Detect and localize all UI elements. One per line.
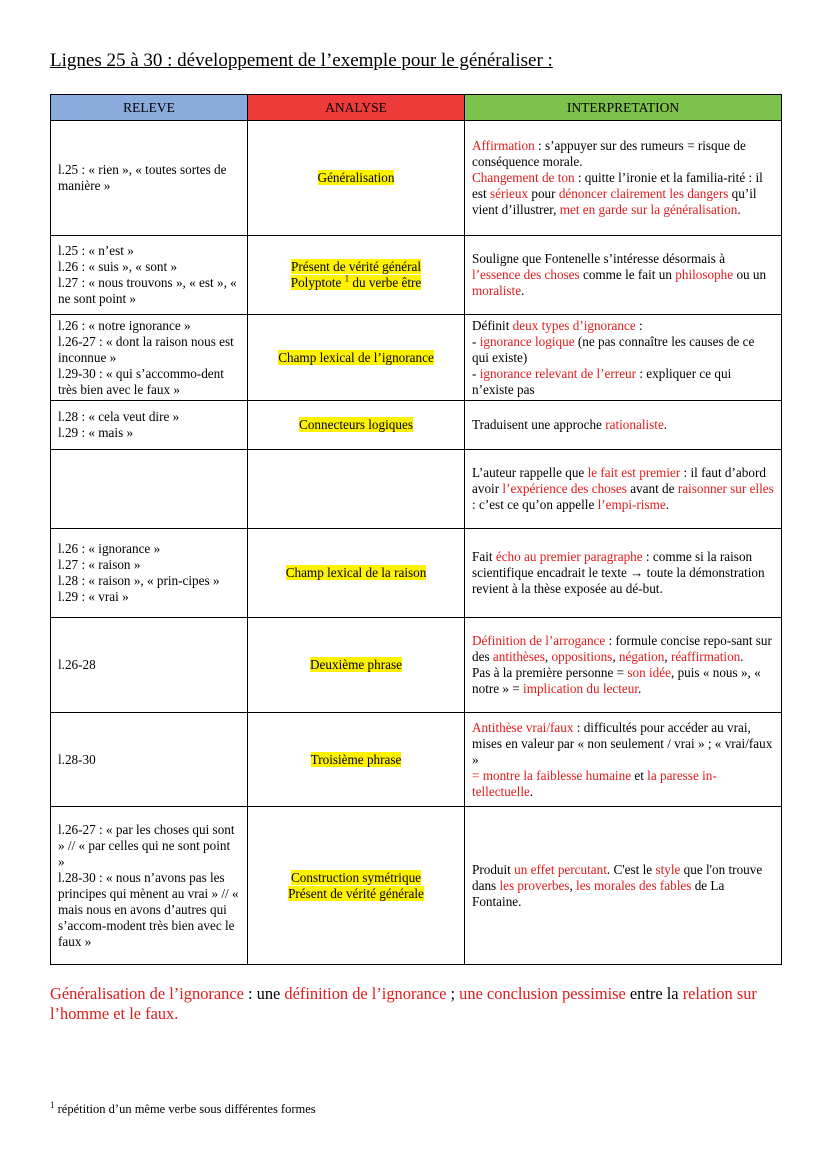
header-releve: RELEVE [51,95,248,121]
interpretation-cell [465,121,782,236]
releve-line: l.28 : « cela veut dire » [58,409,180,424]
highlighted-phrase: les morales des fables [576,877,692,893]
text-segment: . [529,783,534,799]
table-row [51,236,782,315]
interpretation-cell [465,315,782,401]
highlighted-phrase: Affirmation [472,138,535,153]
text-segment: : difficultés pour accéder au vrai, mises en valeur par « non seulement / vrai » ; « vrai/faux » [472,719,773,767]
releve-line: l.27 : « nous trouvons », « est », « ne sont point » [58,275,237,306]
analyse-line [255,170,457,186]
analyse-line [255,417,457,433]
analyse-highlight: Construction symétrique [290,869,422,885]
table-row [51,401,782,450]
text-segment: Fait [472,549,496,564]
analyse-cell [248,450,465,529]
analyse-line [255,259,457,275]
interpretation-paragraph [472,138,774,170]
text-segment: : il faut d’abord avoir [472,465,766,496]
table-row [51,315,782,401]
highlighted-phrase: ignorance logique [479,333,575,349]
highlighted-phrase: deux types d’ignorance [512,317,636,333]
highlighted-phrase: négation [618,649,665,664]
footnote-text: répétition d’un même verbe sous différentes formes [57,1102,316,1116]
releve-cell [51,807,248,965]
highlighted-phrase: une conclusion pessimise [459,984,626,1003]
highlighted-phrase: Définition de l’arrogance [472,633,606,648]
text-segment: . [638,681,642,696]
text-segment: . [737,202,741,217]
highlighted-phrase: philosophe [675,267,734,282]
releve-line: l.25 : « n’est » [58,243,134,258]
releve-line: l.26 : « ignorance » [58,541,161,556]
releve-cell [51,236,248,315]
highlighted-phrase: antithèses [492,649,545,664]
releve-line: l.25 : « rien », « toutes sortes de manière » [58,162,227,193]
analyse-line [255,275,457,291]
releve-line: l.26-27 : « dont la raison nous est inconnue » [58,333,234,365]
analysis-table [50,94,782,965]
releve-line: l.28-30 : « nous n’avons pas les principes qui mènent au vrai » // « mais nous en avons d’autres qui s’accom-modent très bien avec le faux » [58,869,239,949]
text-segment: Souligne que Fontenelle s’intéresse désormais à [472,251,726,266]
table-row [51,618,782,713]
table-row [51,529,782,618]
header-interpretation: INTERPRETATION [465,95,782,121]
interpretation-paragraph [472,318,774,334]
text-segment: , [664,649,671,664]
text-segment: : expliquer ce qui n’existe pas [472,365,732,397]
text-segment: , [569,877,577,893]
releve-line: l.29 : « vrai » [58,589,129,604]
text-segment: - [472,333,480,349]
releve-cell [51,401,248,450]
interpretation-paragraph [472,170,774,218]
interpretation-cell [465,529,782,618]
table-row [51,807,782,965]
interpretation-cell [465,401,782,450]
text-segment: . C'est le [606,861,656,877]
interpretation-paragraph [472,366,774,398]
releve-line: l.27 : « raison » [58,557,141,572]
analyse-cell [248,401,465,450]
analyse-line [255,350,457,366]
releve-line: l.26-28 [58,657,96,672]
text-segment: . [665,497,670,512]
text-segment: Pas à la première personne = [472,665,628,680]
highlighted-phrase: Changement de ton [472,170,575,185]
text-segment: . [521,283,525,298]
table-header-row [51,95,782,121]
text-segment: : formule concise repo-sant sur des [472,633,772,664]
interpretation-paragraph [472,768,774,800]
text-segment: comme le fait un [579,267,676,282]
text-segment: . [663,417,668,432]
highlighted-phrase: relation sur l’homme et le faux. [50,984,757,1023]
analyse-cell [248,713,465,807]
interpretation-paragraph [472,633,774,665]
analyse-line [255,657,457,673]
table-row [51,121,782,236]
text-segment: . [740,649,744,664]
interpretation-cell [465,713,782,807]
releve-cell [51,713,248,807]
text-segment: Produit [472,861,515,877]
interpretation-paragraph [472,251,774,299]
analyse-line [255,565,457,581]
releve-line: l.26-27 : « par les choses qui sont » // « par celles qui ne sont point » [58,821,235,869]
table-row [51,713,782,807]
text-segment: Définit [472,317,513,333]
analyse-highlight: Champ lexical de la raison [285,565,427,580]
releve-cell [51,450,248,529]
text-segment: que l'on trouve dans [472,861,763,893]
highlighted-phrase: oppositions [551,649,613,664]
highlighted-phrase: raisonner sur elles [677,481,774,496]
interpretation-cell [465,236,782,315]
highlighted-phrase: moraliste [472,283,522,298]
releve-line: l.29 : « mais » [58,425,134,440]
text-segment: Traduisent une approche [472,417,606,432]
table-body [51,121,782,965]
text-segment: : s’appuyer sur des rumeurs = risque de conséquence morale. [472,138,746,169]
highlighted-phrase: dénoncer clairement les dangers [558,186,729,201]
text-segment: : [635,317,643,333]
releve-cell [51,121,248,236]
analyse-line [255,752,457,768]
highlighted-phrase: sérieux [489,186,529,201]
highlighted-phrase: son idée [627,665,671,680]
releve-cell [51,618,248,713]
text-segment: entre la [625,984,683,1003]
interpretation-paragraph [472,665,774,697]
text-segment: qu’il vient d’illustrer, [472,186,757,217]
footnote [50,1099,316,1117]
analyse-cell [248,121,465,236]
analyse-cell [248,807,465,965]
interpretation-paragraph [472,465,774,513]
table-row [51,450,782,529]
highlighted-phrase: écho au premier paragraphe [495,549,643,564]
analyse-highlight: Deuxième phrase [310,657,402,672]
interpretation-paragraph [472,549,774,597]
highlighted-phrase: les proverbes [499,877,570,893]
releve-line: l.26 : « notre ignorance » [58,317,191,333]
highlighted-phrase: met en garde sur la généralisation [559,202,738,217]
highlighted-phrase: Antithèse vrai/faux [472,719,574,735]
text-segment: et [631,767,648,783]
highlighted-phrase: un effet percutant [514,861,607,877]
highlighted-phrase: le fait est premier [587,465,681,480]
footnote-reference: 1 [344,273,350,284]
interpretation-paragraph [472,720,774,768]
highlighted-phrase: implication du lecteur [523,681,639,696]
analyse-highlight: Champ lexical de l’ignorance [278,349,434,365]
releve-line: l.28-30 [58,751,96,767]
text-segment: L’auteur rappelle que [472,465,588,480]
analyse-cell [248,618,465,713]
text-segment: - [472,365,480,381]
analyse-highlight [291,275,422,290]
text-segment: , [612,649,619,664]
analyse-highlight: Troisième phrase [310,751,402,767]
text-segment: : c’est ce qu’on appelle [472,497,598,512]
highlighted-phrase: définition de l’ignorance [284,984,447,1003]
analyse-cell [248,529,465,618]
analyse-cell [248,236,465,315]
interpretation-cell [465,618,782,713]
analyse-line [255,870,457,886]
analyse-term: du verbe être [352,275,422,290]
text-segment: avant de [626,481,678,496]
header-analyse: ANALYSE [248,95,465,121]
page-title: Lignes 25 à 30 : développement de l’exemple pour le généraliser : [50,50,553,71]
highlighted-phrase: Généralisation de l’ignorance [50,984,244,1003]
text-segment: ou un [733,267,767,282]
analyse-highlight: Présent de vérité général [291,259,421,274]
highlighted-phrase: la paresse in-tellectuelle [472,767,717,799]
analyse-highlight: Présent de vérité générale [288,885,424,901]
text-segment: : une [243,984,285,1003]
text-segment: , puis « nous », « notre » = [472,665,761,696]
text-segment: : quitte l’ironie et la familia-rité : il est [472,170,763,201]
interpretation-cell [465,450,782,529]
text-segment: : comme si la raison scientifique encadrait le texte → toute la démonstration revient à la thèse exposée au dé-but. [472,549,765,596]
interpretation-paragraph [472,417,774,433]
text-segment: , [544,649,552,664]
highlighted-phrase: ignorance relevant de l’erreur [479,365,637,381]
highlighted-phrase: l’essence des choses [472,267,580,282]
releve-cell [51,315,248,401]
releve-line: l.26 : « suis », « sont » [58,259,178,274]
analyse-term: Polyptote [290,275,342,290]
highlighted-phrase: l’empi-risme [597,497,666,512]
conclusion-paragraph [50,984,770,1024]
analyse-highlight: Généralisation [317,170,395,185]
releve-cell [51,529,248,618]
analyse-highlight: Connecteurs logiques [299,417,413,432]
highlighted-phrase: l’expérience des choses [502,481,627,496]
analyse-cell [248,315,465,401]
analyse-line [255,886,457,902]
text-segment: pour [528,186,559,201]
highlighted-phrase: = montre la faiblesse humaine [472,767,632,783]
releve-line: l.28 : « raison », « prin-cipes » [58,573,220,588]
text-segment: de La Fontaine. [472,877,725,909]
releve-line: l.29-30 : « qui s’accommo-dent très bien avec le faux » [58,365,224,397]
highlighted-phrase: style [655,861,681,877]
highlighted-phrase: réaffirmation [670,649,741,664]
interpretation-cell [465,807,782,965]
interpretation-paragraph [472,862,774,910]
text-segment: ; [446,984,460,1003]
highlighted-phrase: rationaliste [605,417,664,432]
footnote-marker: 1 [50,1099,55,1110]
text-segment: (ne pas connaître les causes de ce qui existe) [472,333,755,365]
interpretation-paragraph [472,334,774,366]
